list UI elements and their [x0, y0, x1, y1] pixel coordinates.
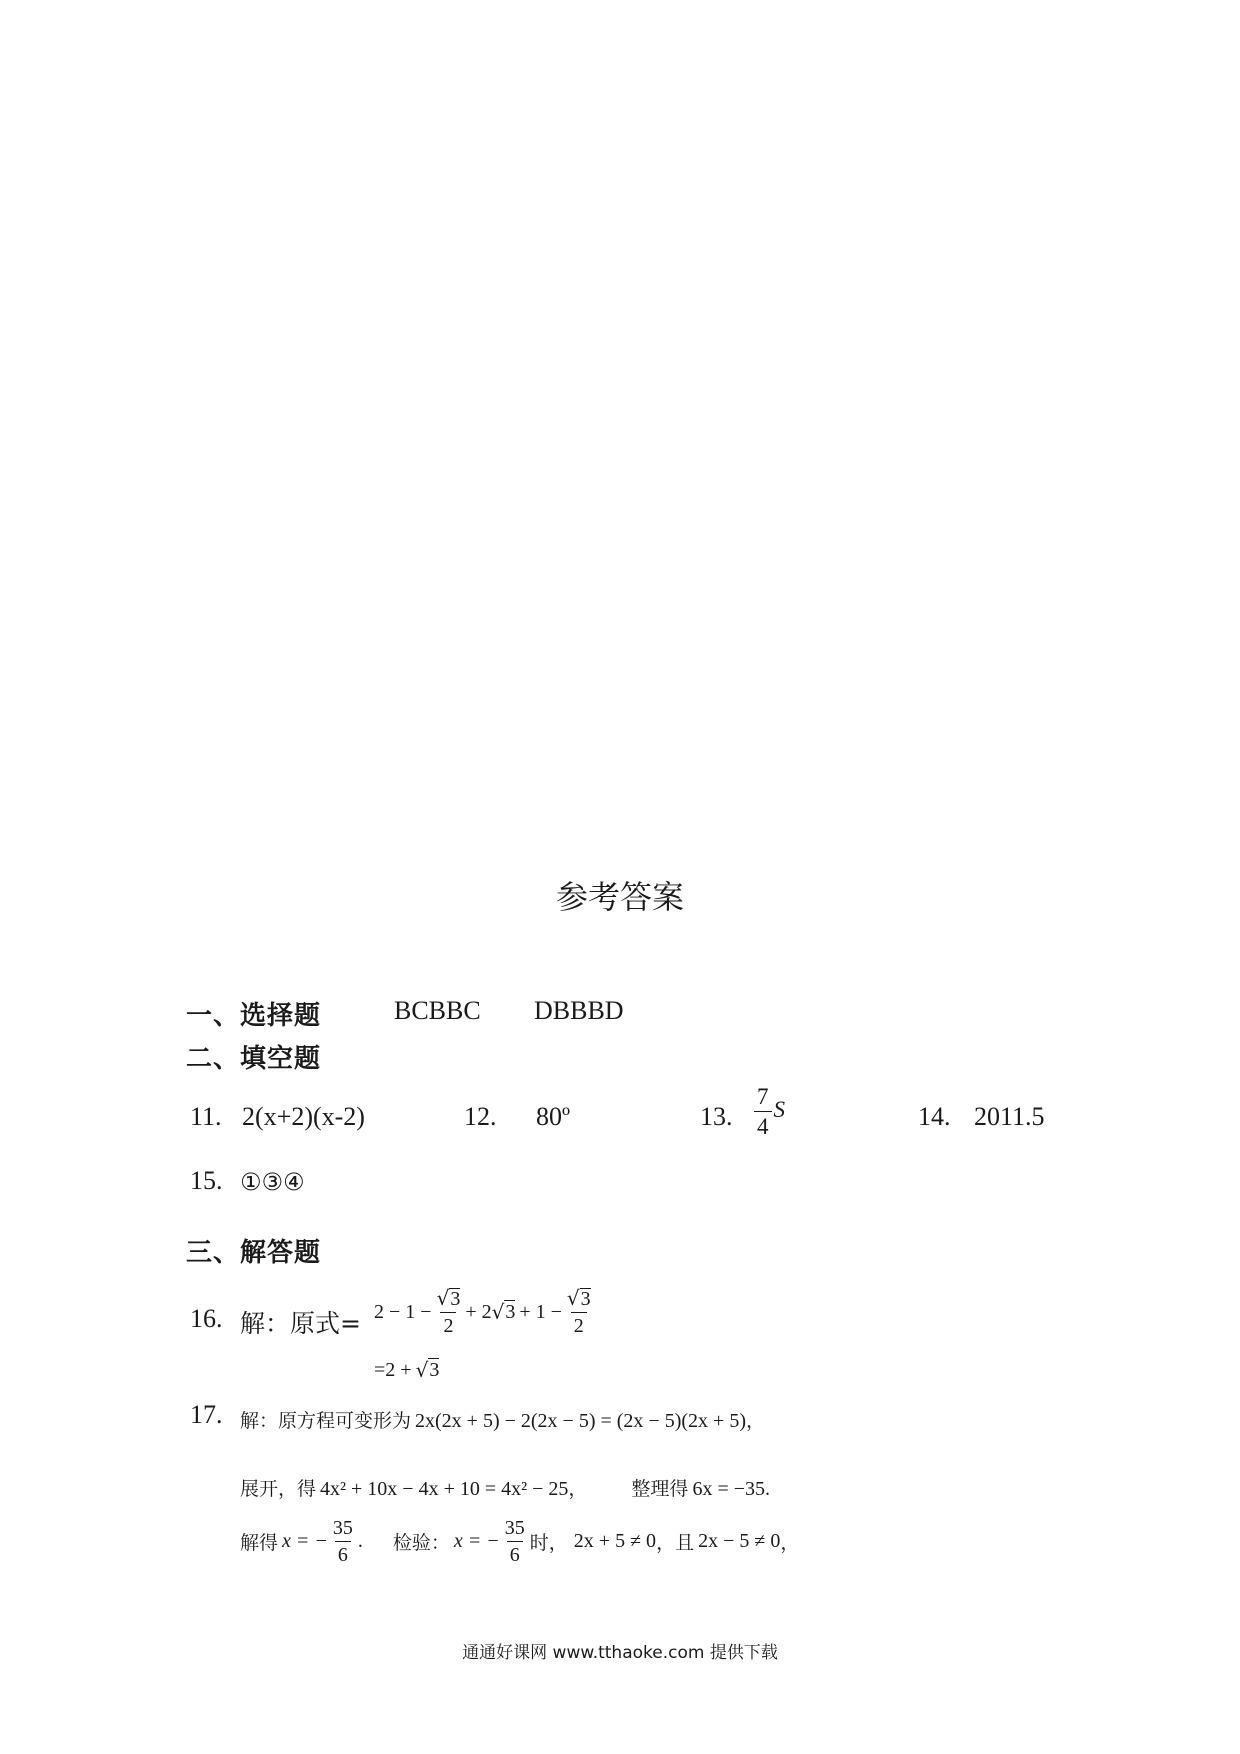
q14-answer: 2011.5 [974, 1102, 1045, 1131]
q16-fraction-1 [434, 1288, 464, 1336]
choice-answers-2: DBBBD [534, 996, 624, 1025]
sqrt-icon: √ [415, 1358, 429, 1382]
q17-x-equals-1: x = − [282, 1530, 328, 1552]
q17-equation-1: 2x(2x + 5) − 2(2x − 5) = (2x − 5)(2x + 5) [415, 1410, 746, 1432]
q17-equation-2: 4x² + 10x − 4x + 10 = 4x² − 25 [320, 1478, 569, 1500]
sqrt-icon: √ [566, 1286, 580, 1310]
q13-fraction-denominator: 4 [754, 1111, 772, 1138]
q16-line2-term: =2 + [374, 1358, 412, 1381]
q16-line2 [374, 1358, 439, 1382]
sqrt-icon: √ [436, 1286, 450, 1310]
q13-fraction-numerator: 7 [757, 1084, 769, 1109]
q15-answer: ①③④ [240, 1168, 305, 1196]
q17-equation-3: 6x = −35 [692, 1478, 765, 1500]
q17-condition-2: 2x − 5 ≠ 0 [698, 1530, 781, 1552]
q16-label: 解：原式= [240, 1309, 361, 1338]
q17-fraction-1-numerator: 35 [332, 1517, 353, 1539]
q17-fraction-1-denominator: 6 [335, 1541, 351, 1565]
q17-fraction-2-denominator: 6 [507, 1541, 523, 1565]
q17-x-equals-2: x = − [453, 1530, 500, 1552]
q17-line2 [240, 1474, 770, 1501]
page-footer: 通通好课网 www.tthaoke.com 提供下载 [462, 1643, 778, 1663]
q11-answer: 2(x+2)(x-2) [242, 1102, 365, 1131]
q15-number: 15. [190, 1166, 223, 1195]
q13-fraction [754, 1085, 772, 1138]
q17-and-label: ，且 [656, 1532, 695, 1554]
q16-term-b: + 2 [465, 1300, 492, 1323]
q17-comma-2: ， [568, 1478, 588, 1500]
section-2-heading: 二、填空题 [186, 1044, 322, 1074]
q13-answer [752, 1085, 785, 1138]
q17-label: 解：原方程可变形为 [240, 1410, 412, 1432]
page-title: 参考答案 [555, 879, 684, 915]
section-1-heading: 一、选择题 [186, 1001, 322, 1031]
q16-fraction-1-radicand: 3 [450, 1288, 461, 1310]
q16-number: 16. [190, 1304, 223, 1333]
q17-solve-label: 解得 [240, 1532, 279, 1554]
q17-fraction-1 [330, 1518, 356, 1565]
q14-number: 14. [918, 1102, 951, 1131]
q16-fraction-2-radicand: 3 [580, 1288, 591, 1310]
q16-radicand-2: 3 [429, 1359, 440, 1381]
q17-number: 17. [190, 1400, 223, 1429]
sqrt-icon: √ [491, 1300, 505, 1324]
q17-period-1: . [765, 1478, 770, 1500]
choice-answers-1: BCBBC [394, 996, 481, 1025]
q17-line3 [240, 1518, 799, 1565]
q17-fraction-2 [502, 1518, 528, 1565]
q17-expand-label: 展开，得 [240, 1478, 317, 1500]
q16-radicand-1: 3 [505, 1301, 516, 1323]
q17-line1 [240, 1406, 765, 1433]
q17-comma-3: ， [780, 1532, 800, 1554]
q16-line1 [374, 1288, 596, 1336]
q17-fraction-2-numerator: 35 [504, 1517, 525, 1539]
q12-answer: 80º [536, 1102, 571, 1131]
q13-number: 13. [700, 1102, 733, 1131]
q16-fraction-1-denominator: 2 [440, 1312, 456, 1336]
q17-when-label: 时， [529, 1532, 568, 1554]
q17-simplify-label: 整理得 [631, 1478, 689, 1500]
q16-term-a: 2 − 1 − [374, 1300, 432, 1323]
q17-check-label: 检验： [392, 1532, 450, 1554]
q11-number: 11. [190, 1102, 222, 1131]
q13-variable: S [773, 1096, 785, 1122]
q17-period-2: . [357, 1530, 363, 1552]
q16-fraction-2 [564, 1288, 594, 1336]
q12-number: 12. [464, 1102, 497, 1131]
q16-fraction-2-denominator: 2 [571, 1312, 587, 1336]
section-3-heading: 三、解答题 [186, 1238, 322, 1268]
q17-condition-1: 2x + 5 ≠ 0 [573, 1530, 657, 1552]
q16-term-c: + 1 − [519, 1300, 562, 1323]
q17-comma-1: ， [745, 1410, 765, 1432]
